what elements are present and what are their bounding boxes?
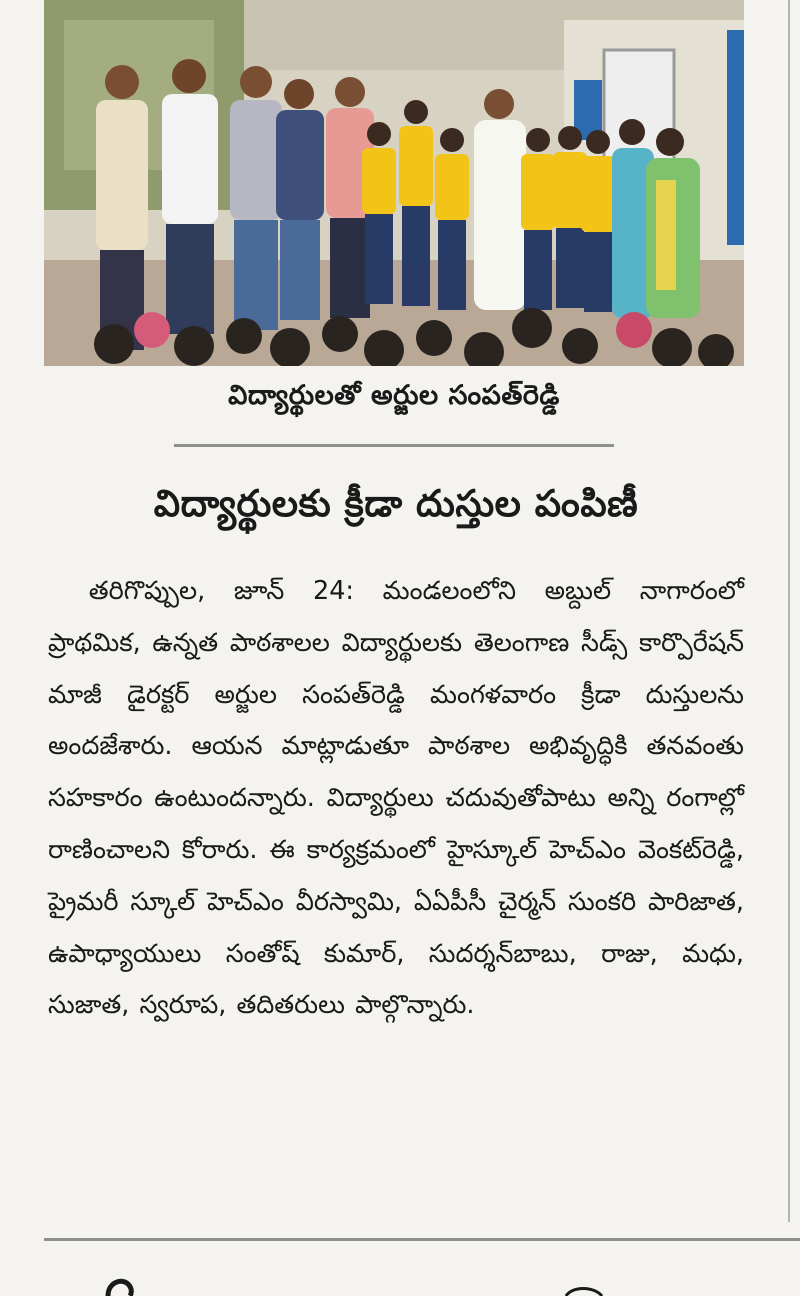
adult-figure-4: [276, 79, 324, 320]
adult-figure-2: [162, 59, 218, 334]
photo-illustration: [44, 0, 744, 366]
student-figure-1: [362, 122, 396, 304]
column-separator: [788, 0, 790, 1222]
photo-caption: విద్యార్థులతో అర్జుల సంపత్‌రెడ్డి: [228, 380, 560, 411]
adult-figure-1: [96, 65, 148, 350]
student-figure-4: [521, 128, 555, 310]
article-headline: విద్యార్థులకు క్రీడా దుస్తుల పంపిణీ: [153, 482, 639, 525]
guest-figure-elder: [474, 89, 526, 310]
article-body: తరిగొప్పుల, జూన్ 24: మండలంలోని అబ్దుల్ నాగారంలో ప్రాథమిక, ఉన్నత పాఠశాలల విద్యార్థులకు తెలంగాణ సీడ్స్ కార్పొరేషన్ మాజీ డైరక్టర్ అర్జుల సంపత్‌రెడ్డి మంగళవారం క్రీడా దుస్తులను అందజేశారు. ఆయన మాట్లాడుతూ పాఠశాల అభివృద్ధికి తనవంతు సహకారం ఉంటుందన్నారు. విద్యార్థులు చదువుతోపాటు అన్ని రంగాల్లో రాణించాలని కోరారు. ఈ కార్యక్రమంలో హైస్కూల్ హెచ్ఎం వెంకట్‌రెడ్డి, ప్రైమరీ స్కూల్ హెచ్ఎం వీరస్వామి, ఏఏపీసీ చైర్మన్ సుంకరి పారిజాత, ఉపాధ్యాయులు సంతోష్ కుమార్, సుదర్శన్‌బాబు, రాజు, మధు, సుజాత, స్వరూప, తదితరులు పాల్గొన్నారు.: [48, 576, 744, 1021]
next-article-fragment-icon: [104, 1276, 142, 1296]
next-article-fragment-icon: [564, 1284, 604, 1296]
student-figure-6: [581, 130, 615, 312]
student-figure-2: [399, 100, 433, 306]
student-figure-3: [435, 128, 469, 310]
news-photo: [44, 0, 744, 366]
adult-figure-3: [230, 66, 282, 330]
article-end-rule: [44, 1238, 800, 1241]
caption-divider: [174, 444, 614, 447]
news-clipping: [44, 0, 748, 1296]
